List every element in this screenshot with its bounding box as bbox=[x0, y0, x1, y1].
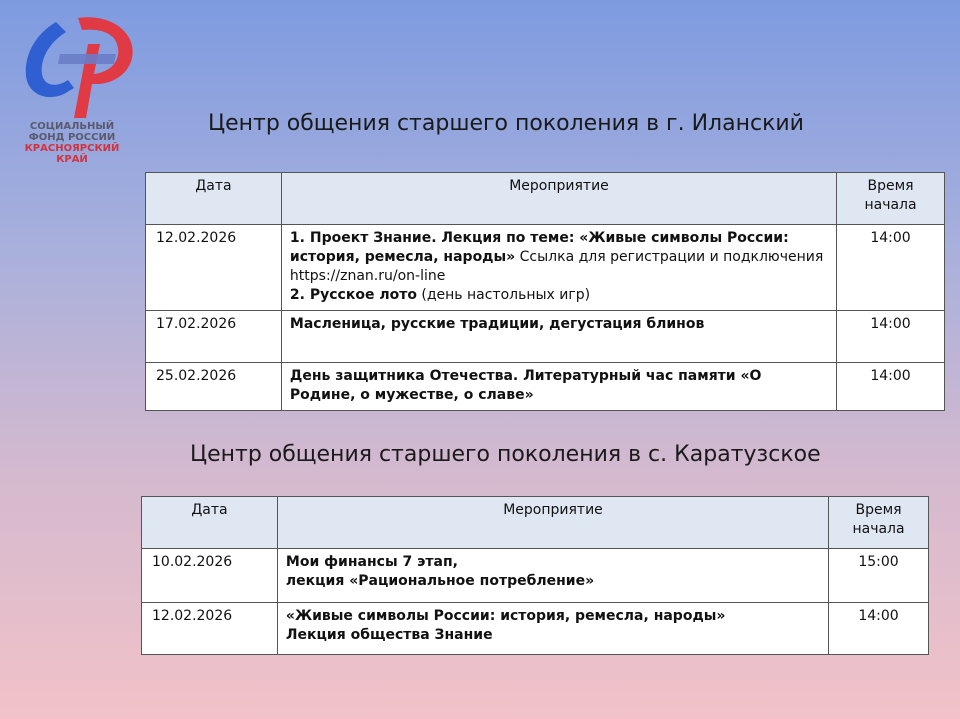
section2-title: Центр общения старшего поколения в с. Каратузское bbox=[190, 442, 821, 467]
event-part-plain: (день настольных игр) bbox=[416, 287, 591, 303]
row-time: 14:00 bbox=[837, 363, 945, 411]
section2-table bbox=[141, 496, 929, 655]
table-header-row bbox=[142, 497, 929, 549]
row-event bbox=[277, 549, 828, 603]
event-line2: лекция «Рациональное потребление» bbox=[285, 573, 595, 589]
row-time: 14:00 bbox=[837, 225, 945, 311]
section1-title: Центр общения старшего поколения в г. Иланский bbox=[208, 111, 804, 136]
header-event: Мероприятие bbox=[277, 497, 828, 549]
logo-text-line3: КРАСНОЯРСКИЙ bbox=[24, 143, 120, 154]
header-time bbox=[829, 497, 929, 549]
event-part-bold: 2. Русское лото bbox=[289, 287, 417, 303]
logo-text-line1: СОЦИАЛЬНЫЙ bbox=[29, 121, 115, 132]
table-row bbox=[146, 225, 945, 311]
logo-text-line2: ФОНД РОССИИ bbox=[28, 132, 116, 143]
row-date: 10.02.2026 bbox=[142, 549, 278, 603]
row-date: 25.02.2026 bbox=[146, 363, 282, 411]
header-time-line2: начала bbox=[852, 521, 905, 537]
logo-text-line4: КРАЙ bbox=[56, 154, 88, 165]
table-row bbox=[142, 603, 929, 655]
sfr-logo bbox=[16, 14, 141, 165]
sfr-emblem-icon bbox=[16, 14, 141, 119]
table-row bbox=[142, 549, 929, 603]
header-event: Мероприятие bbox=[281, 173, 836, 225]
event-line1: «Живые символы России: история, ремесла, народы» bbox=[285, 608, 726, 624]
header-time-line2: начала bbox=[864, 197, 917, 213]
event-part-plain: Ссылка для регистрации и подключения https://znan.ru/on-line bbox=[289, 249, 824, 284]
header-time-line1: Время bbox=[867, 178, 914, 194]
row-event: Масленица, русские традиции, дегустация блинов bbox=[281, 311, 836, 363]
event-line1: Мои финансы 7 этап, bbox=[285, 554, 458, 570]
row-event bbox=[277, 603, 828, 655]
row-event bbox=[281, 225, 836, 311]
row-date: 17.02.2026 bbox=[146, 311, 282, 363]
table-row bbox=[146, 363, 945, 411]
row-event: День защитника Отечества. Литературный час памяти «О Родине, о мужестве, о славе» bbox=[281, 363, 836, 411]
header-date: Дата bbox=[146, 173, 282, 225]
table-header-row bbox=[146, 173, 945, 225]
header-date: Дата bbox=[142, 497, 278, 549]
header-time-line1: Время bbox=[855, 502, 902, 518]
event-line2: Лекция общества Знание bbox=[285, 627, 493, 643]
section1-table bbox=[145, 172, 945, 411]
row-time: 15:00 bbox=[829, 549, 929, 603]
row-time: 14:00 bbox=[829, 603, 929, 655]
event-part-bold: 1. Проект Знание. Лекция по теме: «Живые символы России: история, ремесла, народы» bbox=[289, 230, 789, 265]
row-date: 12.02.2026 bbox=[142, 603, 278, 655]
table-row bbox=[146, 311, 945, 363]
header-time bbox=[837, 173, 945, 225]
row-date: 12.02.2026 bbox=[146, 225, 282, 311]
row-time: 14:00 bbox=[837, 311, 945, 363]
